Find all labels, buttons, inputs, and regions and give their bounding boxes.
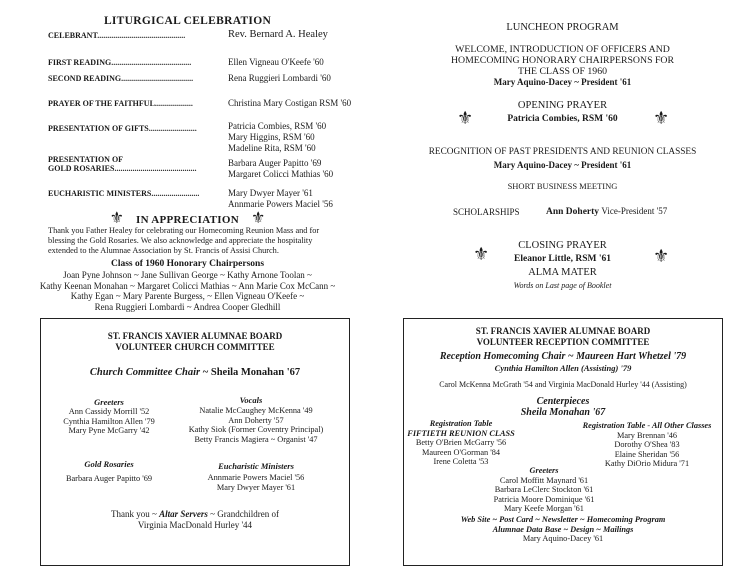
vocal-1: Natalie McCaughey McKenna '49: [199, 406, 313, 415]
appreciation-line-3: extended to the Alumnae Association by St. Francis of Assisi Church.: [48, 246, 279, 255]
greeter-3: Mary Pyne McGarry '42: [68, 426, 150, 435]
reception-greeter-2: Barbara LeClerc Stockton '61: [494, 485, 594, 494]
welcome-line-3: THE CLASS OF 1960: [518, 66, 607, 77]
appreciation-line-1: Thank you Father Healey for celebrating our Homecoming Reunion Mass and for: [48, 226, 320, 235]
appreciation-text: [48, 226, 319, 256]
church-box-title-1: ST. FRANCIS XAVIER ALUMNAE BOARD: [107, 331, 283, 341]
registration-all-name-4: Kathy DiOrio Midura '71: [604, 459, 690, 468]
honorary-line-3: Kathy Egan ~ Mary Parente Burgess, ~ Ellen Vigneau O'Keefe ~: [70, 291, 305, 301]
reception-assist: Cynthia Hamilton Allen (Assisting) '79: [494, 363, 632, 373]
ministers-title: Eucharistic Ministers: [218, 461, 294, 471]
church-committee-box: [40, 318, 350, 566]
thanks-pre: Thank you ~: [111, 509, 160, 519]
vocal-3: Kathy Siok (Former Coventry Principal): [188, 425, 324, 434]
name-rosaries-1: Barbara Auger Papitto '69: [228, 158, 322, 168]
name-ministers-2: Annmarie Powers Maciel '56: [228, 199, 333, 209]
role-ministers: EUCHARISTIC MINISTERS........................: [48, 189, 200, 198]
reception-greeters: [469, 466, 619, 514]
name-celebrant: Rev. Bernard A. Healey: [228, 29, 328, 40]
welcome-line-1: WELCOME, INTRODUCTION OF OFFICERS AND: [455, 44, 670, 55]
name-second-reading: Rena Ruggieri Lombardi '60: [228, 73, 331, 83]
alma-mater-note: Words on Last page of Booklet: [513, 281, 612, 290]
rosaries-title: Gold Rosaries: [84, 459, 134, 469]
reception-box-title: [404, 326, 722, 348]
role-celebrant: CELEBRANT............................................: [48, 31, 186, 40]
welcome-block: [375, 44, 750, 88]
reception-assist-2: Carol McKenna McGrath '54 and Virginia MacDonald Hurley '44 (Assisting): [439, 380, 687, 389]
names-rosaries: [228, 158, 333, 180]
fleur-de-lis-icon: ⚜: [473, 244, 490, 265]
minister-2: Mary Dwyer Mayer '61: [216, 482, 296, 492]
reception-committee-box: [403, 318, 723, 566]
role-second-reading: SECOND READING....................................: [48, 74, 194, 83]
scholarships-role: Vice-President '57: [601, 206, 668, 216]
honorary-list: [0, 270, 375, 312]
greeter-2: Cynthia Hamilton Allen '79: [63, 416, 155, 426]
thanks-line-1: [41, 509, 349, 520]
registration-all-name-3: Elaine Sheridan '56: [614, 449, 680, 459]
registration-all-name-2: Dorothy O'Shea '83: [614, 440, 680, 449]
role-prayer: PRAYER OF THE FAITHFUL...................: [48, 99, 193, 108]
web-name: Mary Aquino-Dacey '61: [522, 534, 604, 543]
alma-mater-title: ALMA MATER: [528, 267, 597, 278]
honorary-line-4: Rena Ruggieri Lombardi ~ Andrea Cooper Gledhill: [94, 301, 281, 312]
scholarships-entry: [546, 206, 667, 217]
fleur-de-lis-icon: ⚜: [653, 108, 670, 129]
registration-title: Registration Table: [429, 419, 493, 428]
registration-name-2: Maureen O'Gorman '84: [421, 447, 501, 457]
opening-prayer-name: Patricia Combies, RSM '60: [507, 114, 618, 124]
role-rosaries: [48, 155, 196, 173]
rosaries-name: Barbara Auger Papitto '69: [65, 474, 153, 483]
greeter-1: Ann Cassidy Morrill '52: [68, 407, 150, 416]
recognition-name: Mary Aquino-Dacey ~ President '61: [493, 160, 632, 170]
fleur-de-lis-icon: ⚜: [109, 208, 124, 227]
web-line-2: Alumnae Data Base ~ Design ~ Mailings: [492, 524, 634, 534]
honorary-title: Class of 1960 Honorary Chairpersons: [110, 259, 265, 269]
centerpieces: [404, 396, 722, 418]
reception-greeter-3: Patricia Moore Dominique '61: [493, 494, 595, 504]
right-panel: [375, 0, 750, 580]
role-rosaries-1: PRESENTATION OF: [48, 155, 124, 164]
reception-greeter-1: Carol Moffitt Maynard '61: [499, 475, 589, 485]
luncheon-title: LUNCHEON PROGRAM: [506, 22, 619, 33]
reception-greeters-title: Greeters: [529, 466, 559, 475]
recognition-title: RECOGNITION OF PAST PRESIDENTS AND REUNION CLASSES: [428, 147, 697, 157]
appreciation-line-2: blessing the Gold Rosaries. We also acknowledge and appreciate the hospitality: [48, 236, 313, 245]
altar-servers-thanks: [41, 509, 349, 530]
church-chair-label: Church Committee Chair: [89, 367, 201, 378]
ministers-list: [181, 473, 331, 492]
fleur-de-lis-icon: ⚜: [251, 208, 266, 227]
vocal-4: Betty Francis Magiera ~ Organist '47: [194, 434, 318, 444]
greeters-title: Greeters: [94, 397, 124, 407]
names-ministers: [228, 188, 333, 210]
honorary-line-1: Joan Pyne Johnson ~ Jane Sullivan George ~ Kathy Arnone Toolan ~: [63, 270, 312, 280]
vocal-2: Ann Doherty '57: [228, 415, 284, 425]
closing-prayer-name: Eleanor Little, RSM '61: [514, 254, 611, 264]
thanks-line-2: Virginia MacDonald Hurley '44: [137, 519, 253, 530]
fleur-de-lis-icon: ⚜: [457, 108, 474, 129]
closing-prayer-title: CLOSING PRAYER: [518, 240, 607, 251]
name-gifts-2: Mary Higgins, RSM '60: [228, 132, 315, 142]
minister-1: Annmarie Powers Maciel '56: [207, 473, 305, 482]
vocals-title: Vocals: [239, 395, 263, 405]
reception-box-title-1: ST. FRANCIS XAVIER ALUMNAE BOARD: [475, 326, 651, 336]
greeters-list: [49, 407, 169, 436]
reception-chair: Reception Homecoming Chair ~ Maureen Hart Whetzel '79: [439, 351, 687, 362]
role-first-reading: FIRST READING........................................: [48, 58, 192, 67]
church-box-title-2: VOLUNTEER CHURCH COMMITTEE: [115, 342, 275, 352]
reception-greeter-4: Mary Keefe Morgan '61: [504, 504, 584, 513]
appreciation-heading: [0, 208, 375, 228]
short-business-meeting: SHORT BUSINESS MEETING: [507, 181, 618, 191]
name-prayer: Christina Mary Costigan RSM '60: [228, 98, 352, 108]
name-rosaries-2: Margaret Colicci Mathias '60: [228, 169, 334, 179]
registration-name-3: Irene Coletta '53: [433, 457, 489, 466]
church-box-title: [41, 331, 349, 353]
honorary-line-2: Kathy Keenan Monahan ~ Margaret Colicci Mathias ~ Ann Marie Cox McCann ~: [39, 280, 336, 291]
welcome-name: Mary Aquino-Dacey ~ President '61: [493, 77, 632, 87]
registration-all-name-1: Mary Brennan '46: [616, 430, 678, 440]
liturgical-title: LITURGICAL CELEBRATION: [103, 15, 272, 27]
name-gifts-3: Madeline Rita, RSM '60: [228, 143, 316, 153]
scholarships-name: Ann Doherty: [546, 207, 600, 217]
centerpieces-title: Centerpieces: [536, 396, 590, 407]
reception-box-title-2: VOLUNTEER RECEPTION COMMITTEE: [476, 337, 650, 347]
name-gifts-1: Patricia Combies, RSM '60: [228, 121, 327, 131]
web-credits: [404, 515, 722, 544]
appreciation-title: IN APPRECIATION: [135, 214, 239, 226]
welcome-line-2: HOMECOMING HONORARY CHAIRPERSONS FOR: [450, 55, 675, 66]
thanks-altar-servers: Altar Servers: [159, 509, 208, 519]
web-line-1: Web Site ~ Post Card ~ Newsletter ~ Homecoming Program: [460, 515, 666, 524]
registration-all-title: Registration Table - All Other Classes: [582, 421, 712, 430]
registration-all-classes: [572, 421, 722, 469]
registration-name-1: Betty O'Brien McGarry '56: [415, 438, 507, 447]
church-chair: [41, 367, 349, 378]
church-chair-name: ~ Sheila Monahan '67: [200, 367, 301, 378]
role-gifts: PRESENTATION OF GIFTS........................: [48, 124, 197, 133]
thanks-post: ~ Grandchildren of: [207, 509, 279, 519]
centerpieces-name: Sheila Monahan '67: [520, 407, 606, 418]
registration-fiftieth: [406, 419, 516, 467]
names-gifts: [228, 121, 326, 154]
name-first-reading: Ellen Vigneau O'Keefe '60: [228, 57, 324, 67]
vocals-list: [181, 406, 331, 444]
scholarships-label: SCHOLARSHIPS: [453, 207, 520, 217]
name-ministers-1: Mary Dwyer Mayer '61: [228, 188, 313, 198]
registration-sub: FIFTIETH REUNION CLASS: [407, 428, 515, 438]
fleur-de-lis-icon: ⚜: [653, 246, 670, 267]
opening-prayer-title: OPENING PRAYER: [517, 100, 608, 111]
role-rosaries-2: GOLD ROSARIES.........................................: [48, 164, 197, 173]
